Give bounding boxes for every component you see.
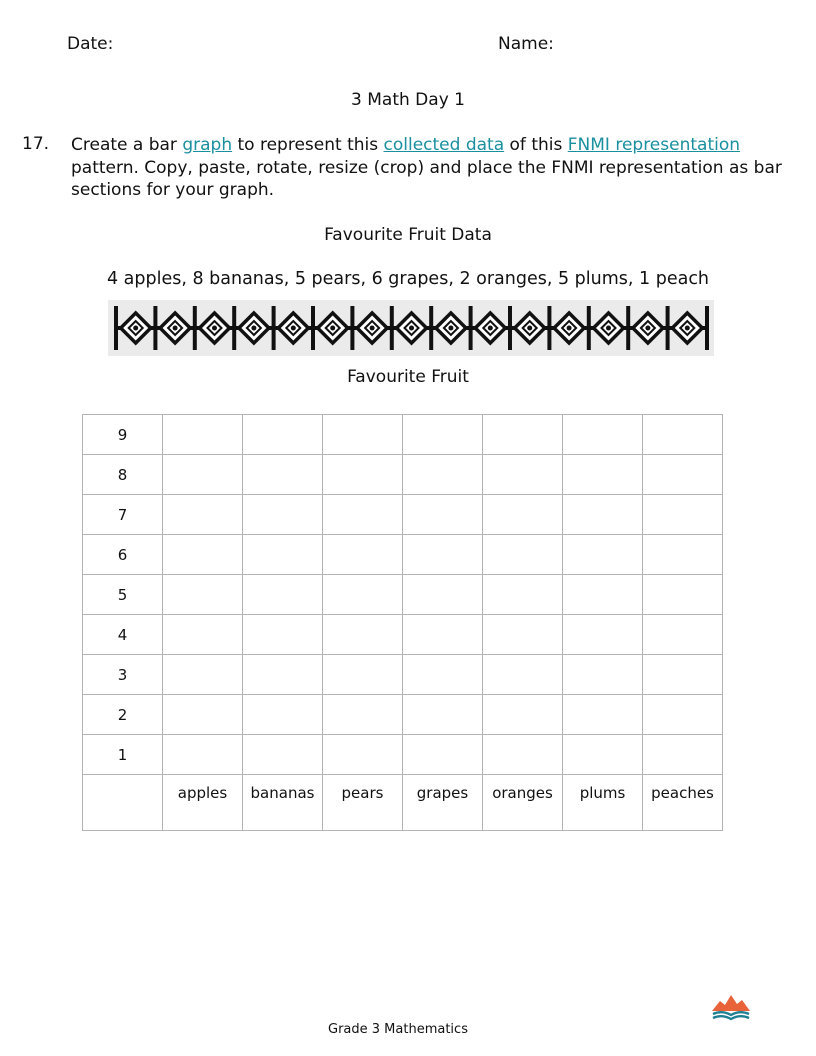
category-label: plums [563, 775, 643, 831]
graph-cell [163, 655, 243, 695]
graph-cell [323, 695, 403, 735]
graph-cell [563, 575, 643, 615]
graph-cell [403, 455, 483, 495]
pattern-bar [587, 306, 591, 350]
graph-cell [163, 455, 243, 495]
graph-row [83, 575, 723, 615]
graph-cell [323, 575, 403, 615]
y-axis-label: 4 [83, 615, 163, 655]
data-line: 4 apples, 8 bananas, 5 pears, 6 grapes, 2 oranges, 5 plums, 1 peach [106, 269, 710, 289]
collected-data-link[interactable]: collected data [383, 135, 505, 155]
graph-cell [563, 655, 643, 695]
graph-cell [563, 615, 643, 655]
graph-cell [323, 735, 403, 775]
graph-cell [323, 615, 403, 655]
pattern-dot [291, 326, 296, 331]
graph-cell [243, 575, 323, 615]
graph-cell [163, 735, 243, 775]
pattern-dot [133, 326, 138, 331]
graph-cell [243, 455, 323, 495]
category-label: apples [163, 775, 243, 831]
graph-cell [403, 575, 483, 615]
graph-link[interactable]: graph [182, 135, 233, 155]
graph-row [83, 615, 723, 655]
graph-cell [483, 615, 563, 655]
question-text [71, 134, 791, 202]
graph-cell [163, 575, 243, 615]
graph-cell [163, 495, 243, 535]
graph-cell [643, 575, 723, 615]
date-label: Date: [67, 34, 114, 54]
question-text-part-4: pattern. Copy, paste, rotate, resize (crop) and place the FNMI representation as bar sections for your graph. [71, 157, 782, 200]
graph-cell [163, 535, 243, 575]
graph-row [83, 695, 723, 735]
pattern-bar [272, 306, 276, 350]
pattern-bar [350, 306, 354, 350]
graph-cell [403, 615, 483, 655]
graph-cell [563, 735, 643, 775]
graph-cell [483, 735, 563, 775]
y-axis-label: 3 [83, 655, 163, 695]
fnmi-representation-link[interactable]: FNMI representation [567, 135, 741, 155]
y-axis-label: 7 [83, 495, 163, 535]
graph-cell [643, 655, 723, 695]
pattern-dot [370, 326, 375, 331]
graph-cell [563, 495, 643, 535]
y-axis-label: 2 [83, 695, 163, 735]
graph-cell [323, 495, 403, 535]
graph-cell [563, 415, 643, 455]
graph-cell [483, 655, 563, 695]
graph-cell [243, 495, 323, 535]
question-text-part-2: to represent this [232, 135, 384, 155]
pattern-bar [153, 306, 157, 350]
data-heading: Favourite Fruit Data [324, 225, 492, 245]
graph-cell [323, 455, 403, 495]
question-text-part-1: Create a bar [71, 135, 183, 155]
y-axis-label: 8 [83, 455, 163, 495]
graph-row [83, 535, 723, 575]
graph-cell [563, 695, 643, 735]
graph-cell [323, 535, 403, 575]
question-text-part-3: of this [504, 135, 568, 155]
graph-cell [643, 455, 723, 495]
pattern-bar [666, 306, 670, 350]
graph-cell [483, 695, 563, 735]
category-label: bananas [243, 775, 323, 831]
pattern-dot [527, 326, 532, 331]
graph-cell [403, 535, 483, 575]
graph-cell [243, 735, 323, 775]
graph-cell [243, 615, 323, 655]
y-axis-label: 5 [83, 575, 163, 615]
bar-graph-grid [82, 414, 723, 831]
pattern-bar [626, 306, 630, 350]
pattern-dot [330, 326, 335, 331]
pattern-bar [469, 306, 473, 350]
pattern-bar [232, 306, 236, 350]
category-label: grapes [403, 775, 483, 831]
graph-cell [403, 495, 483, 535]
name-label: Name: [498, 34, 554, 54]
graph-row [83, 455, 723, 495]
graph-cell [163, 615, 243, 655]
graph-cell [403, 415, 483, 455]
y-axis-label: 9 [83, 415, 163, 455]
category-label: pears [323, 775, 403, 831]
graph-cell [483, 495, 563, 535]
graph-row [83, 655, 723, 695]
pattern-bar [193, 306, 197, 350]
category-label: oranges [483, 775, 563, 831]
graph-cell [643, 415, 723, 455]
pattern-dot [448, 326, 453, 331]
graph-cell [643, 735, 723, 775]
graph-cell [643, 695, 723, 735]
page-title: 3 Math Day 1 [351, 90, 465, 110]
graph-row [83, 735, 723, 775]
pattern-dot [645, 326, 650, 331]
graph-cell [243, 655, 323, 695]
pattern-dot [173, 326, 178, 331]
graph-cell [163, 415, 243, 455]
graph-cell [323, 415, 403, 455]
pattern-bar [114, 306, 118, 350]
corner-cell [83, 775, 163, 831]
pattern-dot [212, 326, 217, 331]
pattern-dot [567, 326, 572, 331]
footer-text: Grade 3 Mathematics [328, 1022, 468, 1037]
pattern-dot [488, 326, 493, 331]
pattern-bar [547, 306, 551, 350]
graph-cell [323, 655, 403, 695]
graph-cell [483, 415, 563, 455]
graph-cell [403, 655, 483, 695]
graph-cell [483, 535, 563, 575]
graph-cell [243, 535, 323, 575]
fnmi-pattern-image [108, 300, 714, 356]
graph-cell [243, 695, 323, 735]
graph-row [83, 495, 723, 535]
pattern-bar [311, 306, 315, 350]
graph-row [83, 415, 723, 455]
graph-cell [483, 575, 563, 615]
pattern-bar [429, 306, 433, 350]
graph-cell [403, 695, 483, 735]
pattern-dot [251, 326, 256, 331]
graph-cell [403, 735, 483, 775]
question-number: 17. [22, 134, 50, 154]
mountain-book-logo-icon [710, 992, 752, 1022]
category-row [83, 775, 723, 831]
graph-cell [163, 695, 243, 735]
pattern-dot [409, 326, 414, 331]
pattern-dot [685, 326, 690, 331]
graph-title: Favourite Fruit [347, 367, 469, 387]
pattern-bar [508, 306, 512, 350]
graph-cell [643, 535, 723, 575]
graph-cell [243, 415, 323, 455]
graph-cell [643, 615, 723, 655]
category-label: peaches [643, 775, 723, 831]
graph-cell [483, 455, 563, 495]
graph-cell [563, 535, 643, 575]
pattern-bar [705, 306, 709, 350]
y-axis-label: 1 [83, 735, 163, 775]
pattern-dot [606, 326, 611, 331]
graph-cell [643, 495, 723, 535]
y-axis-label: 6 [83, 535, 163, 575]
pattern-bar [390, 306, 394, 350]
graph-cell [563, 455, 643, 495]
